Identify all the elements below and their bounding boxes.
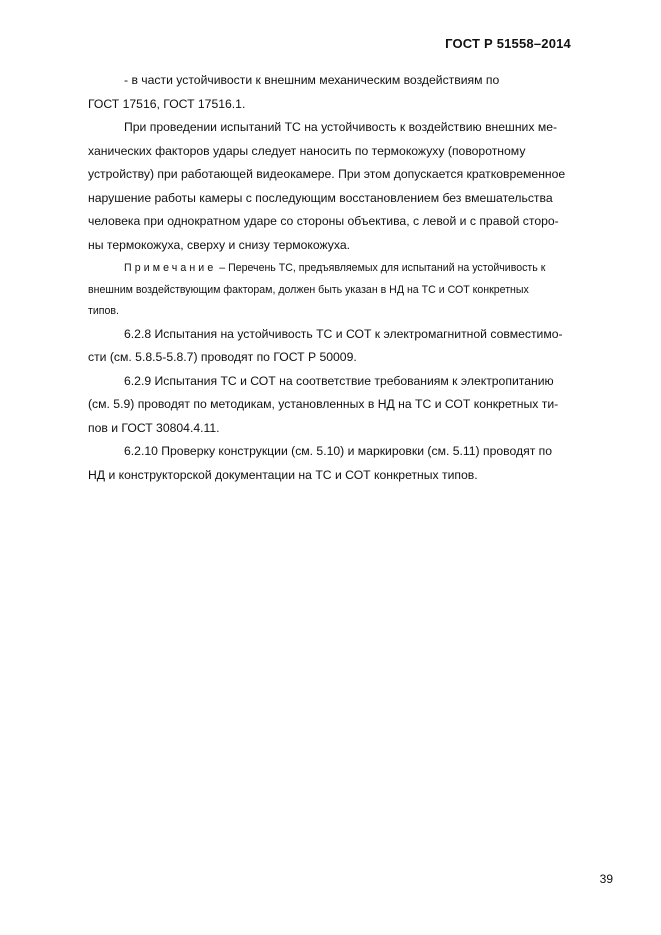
paragraph-line: человека при однократном ударе со стороны объектива, с левой и с правой сторо- [88,214,559,228]
paragraph-line: пов и ГОСТ 30804.4.11. [88,420,220,435]
document-body [88,69,613,487]
paragraph-6-2-8-continuation [88,346,613,370]
paragraph-line: При проведении испытаний ТС на устойчивость к воздействию внешних ме- [124,120,558,134]
paragraph-line: (см. 5.9) проводят по методикам, установленных в НД на ТС и СОТ конкретных ти- [88,397,559,411]
page-number: 39 [599,872,613,886]
paragraph-line: устройству) при работающей видеокамере. При этом допускается кратковременное [88,167,566,181]
paragraph-6-2-10 [88,440,613,464]
document-header: ГОСТ Р 51558–2014 [445,36,571,51]
note-first-line [88,258,613,280]
paragraph-line: сти (см. 5.8.5-5.8.7) проводят по ГОСТ Р 50009. [88,350,357,364]
paragraph-line: 6.2.9 Испытания ТС и СОТ на соответствие требованиям к электропитанию [124,373,554,388]
paragraph-6-2-8 [88,323,613,347]
note-line: типов. [88,305,119,317]
note-label: Примечание [124,262,217,274]
paragraph-impact-test-lines [88,140,613,258]
note-block [88,258,613,323]
paragraph-mechanical-impact [88,69,613,93]
paragraph-line: 6.2.8 Испытания на устойчивость ТС и СОТ к электромагнитной совместимо- [124,326,563,341]
paragraph-6-2-10-continuation [88,464,613,488]
paragraph-line: 6.2.10 Проверку конструкции (см. 5.10) и маркировки (см. 5.11) проводят по [124,444,553,458]
paragraph-line: НД и конструкторской документации на ТС и СОТ конкретных типов. [88,467,478,482]
paragraph-line: ны термокожуха, сверху и снизу термокожуха. [88,237,350,252]
paragraph-line: ханических факторов удары следует наносить по термокожуху (поворотному [88,143,526,158]
note-text: – Перечень ТС, предъявляемых для испытаний на устойчивость к [216,262,546,274]
paragraph-line: - в части устойчивости к внешним механическим воздействиям по [124,73,500,87]
paragraph-mechanical-impact-continuation [88,93,613,117]
paragraph-impact-test [88,116,613,140]
note-line: внешним воздействующим факторам, должен быть указан в НД на ТС и СОТ конкретных [88,283,529,296]
paragraph-6-2-9-continuation [88,393,613,440]
paragraph-line: ГОСТ 17516, ГОСТ 17516.1. [88,96,246,111]
note-continuation [88,280,613,323]
paragraph-6-2-9 [88,370,613,394]
paragraph-line: нарушение работы камеры с последующим восстановлением без вмешательства [88,190,553,205]
